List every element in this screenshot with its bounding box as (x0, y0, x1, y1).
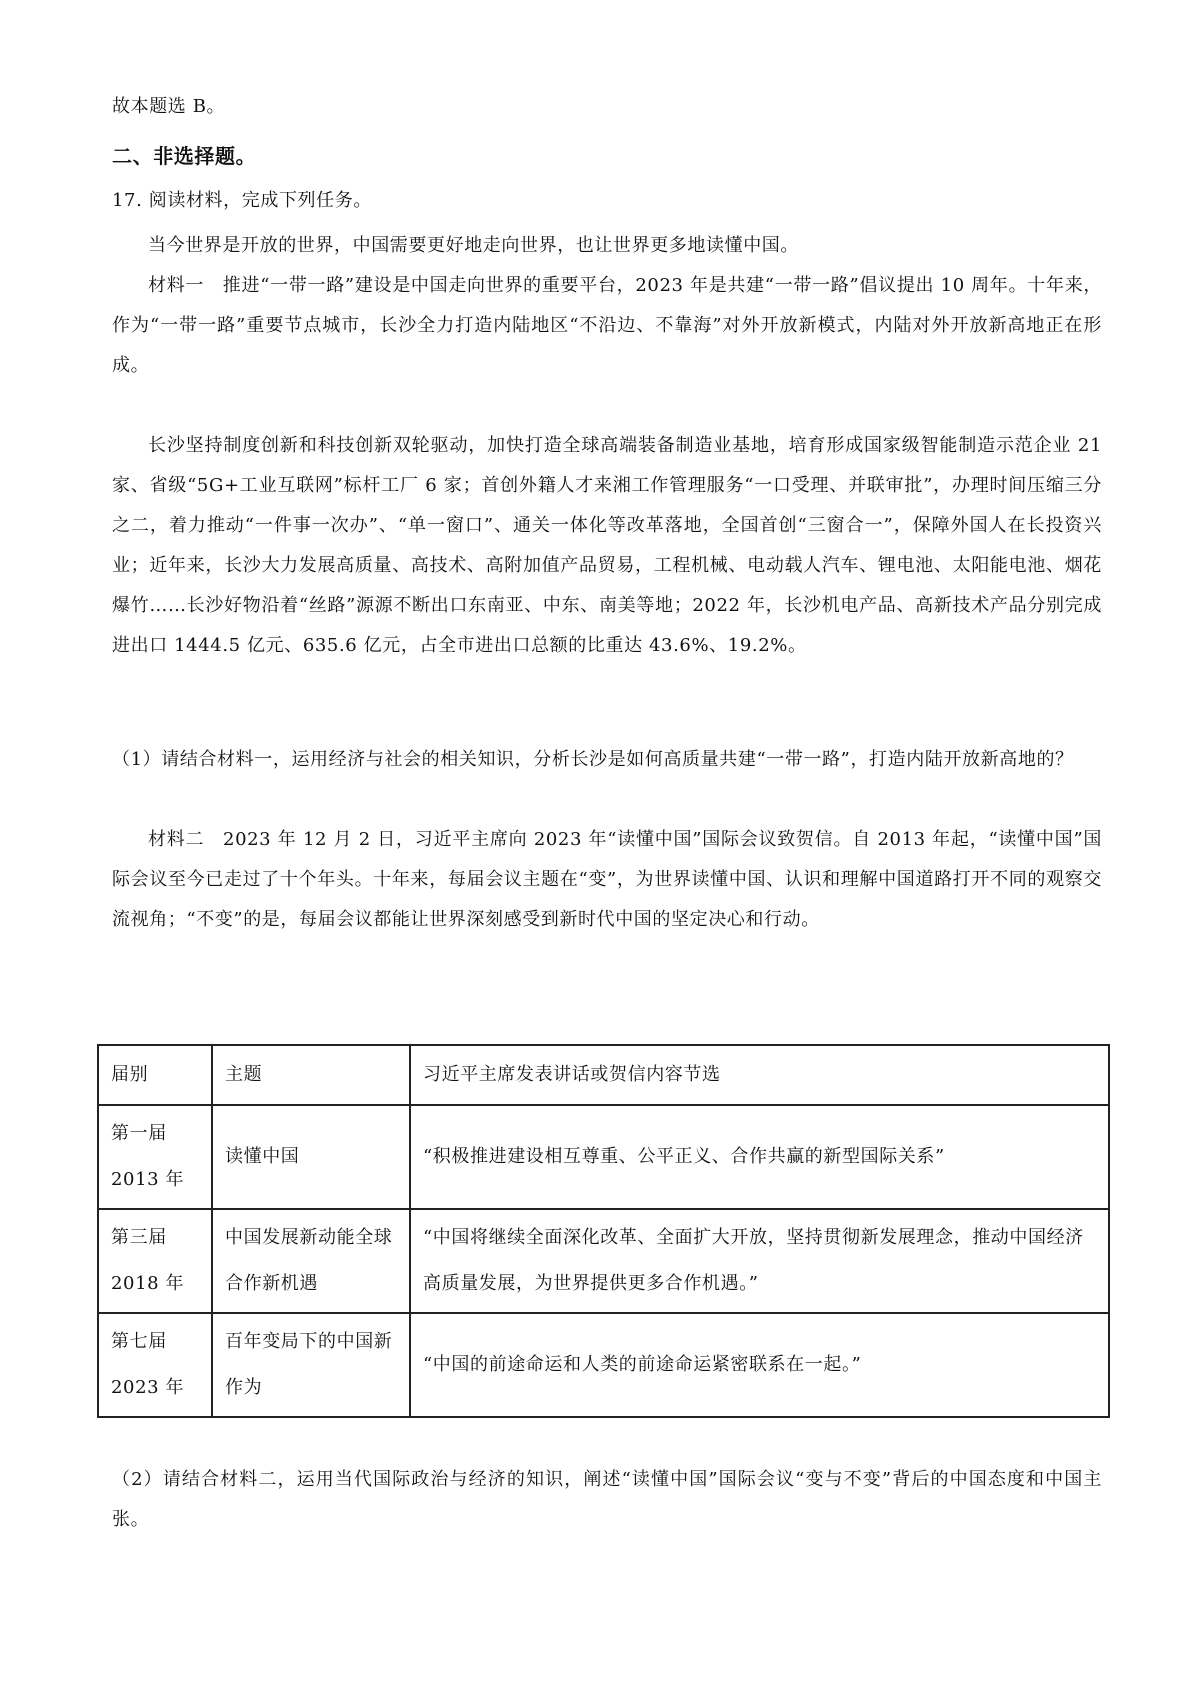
session-year: 2013 年 (111, 1169, 185, 1190)
intro-paragraph: 当今世界是开放的世界，中国需要更好地走向世界，也让世界更多地读懂中国。 (148, 235, 799, 256)
header-session: 届别 (98, 1045, 212, 1105)
quote-cell: “中国将继续全面深化改革、全面扩大开放，坚持贯彻新发展理念，推动中国经济高质量发展，为世界提供更多合作机遇。” (410, 1209, 1109, 1313)
conference-table (97, 1044, 1110, 1418)
question-17-stem: 17. 阅读材料，完成下列任务。 (112, 190, 372, 211)
session-cell (98, 1209, 212, 1313)
section-heading: 二、非选择题。 (112, 144, 257, 168)
header-theme: 主题 (212, 1045, 410, 1105)
table-row (98, 1105, 1109, 1209)
session-name: 第一届 (111, 1123, 167, 1144)
session-name: 第三届 (111, 1227, 167, 1248)
header-quote: 习近平主席发表讲话或贺信内容节选 (410, 1045, 1109, 1105)
material-1-paragraph-1: 材料一 推进“一带一路”建设是中国走向世界的重要平台，2023 年是共建“一带一路”倡议提出 10 周年。十年来，作为“一带一路”重要节点城市，长沙全力打造内陆地区“不沿边、不靠海”对外开放新模式，内陆对外开放新高地正在形成。 (112, 275, 1102, 376)
material-1-paragraph-2: 长沙坚持制度创新和科技创新双轮驱动，加快打造全球高端装备制造业基地，培育形成国家级智能制造示范企业 21 家、省级“5G+工业互联网”标杆工厂 6 家；首创外籍人才来湘工作管理服务“一口受理、并联审批”，办理时间压缩三分之二，着力推动“一件事一次办”、“单一窗口”、通关一体化等改革落地，全国首创“三窗合一”，保障外国人在长投资兴业；近年来，长沙大力发展高质量、高技术、高附加值产品贸易，工程机械、电动载人汽车、锂电池、太阳能电池、烟花爆竹……长沙好物沿着“丝路”源源不断出口东南亚、中东、南美等地；2022 年，长沙机电产品、高新技术产品分别完成进出口 1444.5 亿元、635.6 亿元，占全市进出口总额的比重达 43.6%、19.2%。 (112, 435, 1102, 656)
theme-cell: 中国发展新动能全球合作新机遇 (212, 1209, 410, 1313)
table-row (98, 1313, 1109, 1417)
theme-cell: 百年变局下的中国新作为 (212, 1313, 410, 1417)
session-name: 第七届 (111, 1331, 167, 1352)
material-2-paragraph: 材料二 2023 年 12 月 2 日，习近平主席向 2023 年“读懂中国”国际会议致贺信。自 2013 年起，“读懂中国”国际会议至今已走过了十个年头。十年来，每届会议主题在“变”，为世界读懂中国、认识和理解中国道路打开不同的观察交流视角；“不变”的是，每届会议都能让世界深刻感受到新时代中国的坚定决心和行动。 (112, 829, 1102, 930)
session-cell (98, 1313, 212, 1417)
session-year: 2023 年 (111, 1377, 185, 1398)
quote-cell: “积极推进建设相互尊重、公平正义、合作共赢的新型国际关系” (410, 1105, 1109, 1209)
question-1: （1）请结合材料一，运用经济与社会的相关知识，分析长沙是如何高质量共建“一带一路”，打造内陆开放新高地的？ (112, 749, 1074, 770)
quote-cell: “中国的前途命运和人类的前途命运紧密联系在一起。” (410, 1313, 1109, 1417)
table-row (98, 1209, 1109, 1313)
theme-cell: 读懂中国 (212, 1105, 410, 1209)
question-2: （2）请结合材料二，运用当代国际政治与经济的知识，阐述“读懂中国”国际会议“变与不变”背后的中国态度和中国主张。 (112, 1469, 1102, 1530)
session-year: 2018 年 (111, 1273, 185, 1294)
session-cell (98, 1105, 212, 1209)
table-header-row (98, 1045, 1109, 1105)
answer-line: 故本题选 B。 (112, 96, 226, 117)
